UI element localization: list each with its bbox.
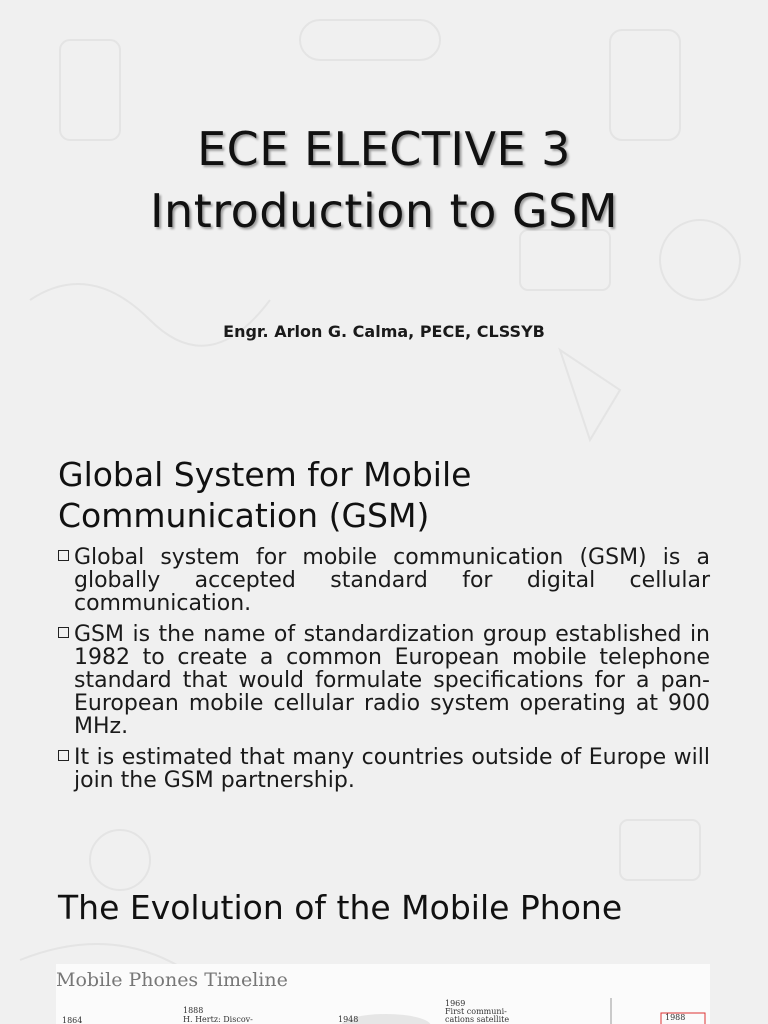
- slide-title-line1: ECE ELECTIVE 3: [197, 122, 571, 176]
- section-heading-evolution: The Evolution of the Mobile Phone: [58, 888, 623, 927]
- bullet-text: GSM is the name of standardization group established in 1982 to create a common European mobile telephone standard that would formulate specifications for a pan-European mobile cellular radio system operating at 900 MHz.: [74, 622, 710, 739]
- bullet-item: [58, 546, 710, 615]
- checkbox-bullet-icon: [58, 550, 69, 561]
- timeline-year: 1988: [665, 1013, 686, 1022]
- checkbox-bullet-icon: [58, 627, 69, 638]
- timeline-title: Mobile Phones Timeline: [56, 969, 288, 991]
- timeline-graphic: [56, 964, 710, 1024]
- timeline-year: 1948: [338, 1015, 359, 1024]
- checkbox-bullet-icon: [58, 750, 69, 761]
- timeline-year: 1888: [183, 1006, 204, 1015]
- timeline-year: 1864: [62, 1016, 83, 1024]
- timeline-year: 1969: [445, 999, 466, 1008]
- bullet-item: [58, 623, 710, 738]
- author-line: Engr. Arlon G. Calma, PECE, CLSSYB: [223, 322, 545, 341]
- timeline-note: cations satellite: [445, 1015, 510, 1024]
- bullet-text: Global system for mobile communication (GSM) is a globally accepted standard for digital cellular communication.: [74, 545, 710, 616]
- bullet-item: [58, 746, 710, 792]
- section-heading-gsm: Global System for Mobile Communication (GSM): [58, 455, 472, 535]
- bullet-text: It is estimated that many countries outside of Europe will join the GSM partnership.: [74, 745, 710, 793]
- mobile-phones-timeline-image: [56, 964, 710, 1024]
- timeline-note: H. Hertz: Discov-: [183, 1015, 253, 1024]
- timeline-note: First communi-: [445, 1007, 507, 1016]
- slide-title-line2: Introduction to GSM: [149, 184, 619, 238]
- bullet-list: [58, 546, 710, 800]
